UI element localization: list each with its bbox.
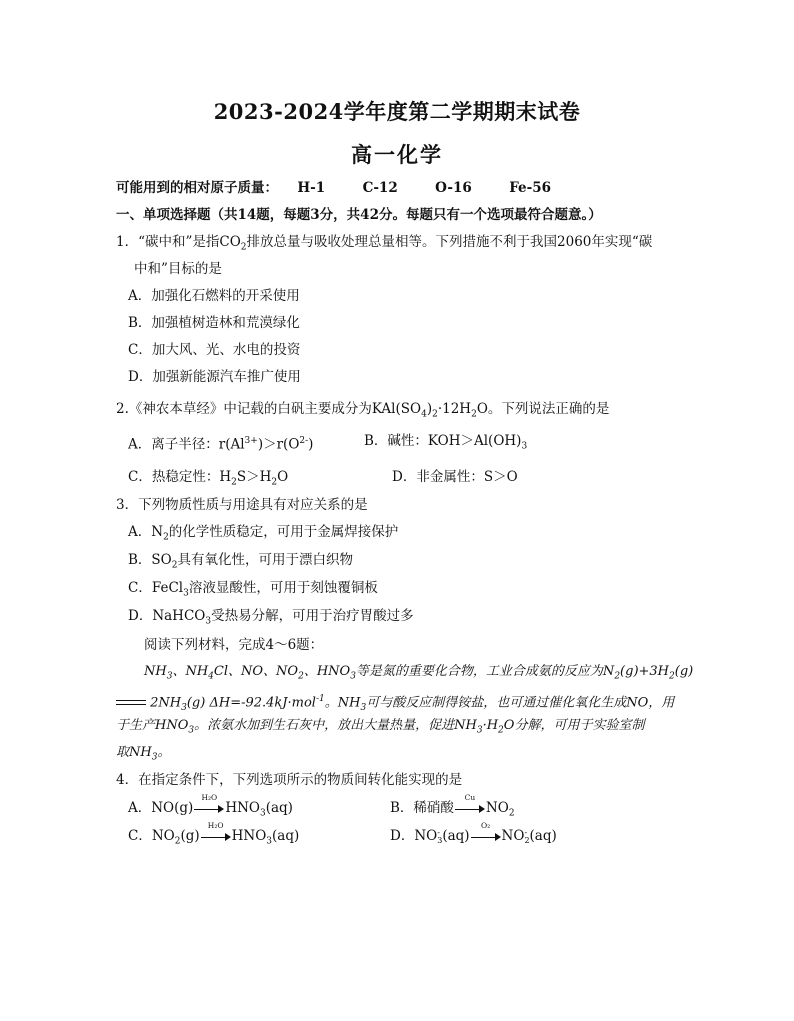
atomic-mass-fe: Fe-56 (509, 180, 552, 196)
reaction-arrow-icon: O₂ (471, 832, 501, 842)
reading-line3: 于生产$HNO_3$。浓氨水加到生石灰中，放出大量热量，促进$NH_3\cdot H_2O$分解，可用于实验室制 (116, 718, 645, 736)
q2-option-a: A．离子半径：$r(Al^{3+})>r(O^{2-})$ (128, 436, 314, 453)
atomic-mass-label: 可能用到的相对原子质量： (116, 180, 278, 196)
atomic-mass-line (116, 179, 551, 197)
q1-option-c: C．加大风、光、水电的投资 (128, 342, 301, 358)
q4-option-b: B．稀硝酸 Cu $NO_2$ (390, 792, 515, 819)
exam-title: 2023-2024学年度第二学期期末试卷 (213, 99, 581, 124)
q3-stem: 3．下列物质性质与用途具有对应关系的是 (116, 497, 368, 513)
atomic-mass-c: C-12 (362, 180, 398, 196)
q2-option-d: D．非金属性：S＞O (392, 469, 518, 485)
q3-option-b: B．$SO_2$具有氧化性，可用于漂白织物 (128, 552, 353, 571)
section-heading: 一、单项选择题（共14题，每题3分，共42分。每题只有一个选项最符合题意。） (116, 207, 602, 223)
q2-stem: 2.《神农本草经》中记载的白矾主要成分为$KAl(SO_4)_2\cdot 12H_2O$。下列说法正确的是 (116, 401, 610, 420)
q2-option-b: B．碱性：$KOH>Al(OH)_3$ (364, 433, 528, 452)
q2-option-c: C．热稳定性：$H_2S>H_2O$ (128, 469, 289, 488)
q3-option-d: D．NaHCO$_3$受热易分解，可用于治疗胃酸过多 (128, 608, 414, 627)
q4-option-d: D．NO - 3 (aq) O₂ NO - 2 (aq) (390, 820, 557, 845)
q1-option-d: D．加强新能源汽车推广使用 (128, 369, 301, 385)
reading-line2: $2NH_3(g)$ ΔH=-92.4kJ·mol$^{-1}$。$NH_3$可与酸反应制得铵盐，也可通过催化氧化生成NO，用 (116, 690, 674, 717)
atomic-mass-h: H-1 (297, 180, 326, 196)
q1-stem-line2: 中和”目标的是 (134, 261, 222, 277)
reaction-arrow-icon: H₂O (201, 832, 231, 842)
q4-option-c: C．$NO_2(g)$ H₂O $HNO_3(aq)$ (128, 820, 300, 847)
reading-line1: $NH_3$、$NH_4Cl$、NO、$NO_2$、$HNO_3$等是氮的重要化合物，工业合成氨的反应为$N_2(g)+3H_2(g)$ (144, 664, 694, 682)
atomic-mass-o: O-16 (435, 180, 472, 196)
q1-option-b: B．加强植树造林和荒漠绿化 (128, 315, 300, 331)
q3-option-c: C．FeCl$_3$溶液显酸性，可用于刻蚀覆铜板 (128, 580, 378, 599)
q1-stem-line1: 1．“碳中和”是指$CO_2$排放总量与吸收处理总量相等。下列措施不利于我国2060年实现“碳 (116, 234, 653, 253)
exam-subject: 高一化学 (351, 142, 443, 167)
reading-intro: 阅读下列材料，完成4～6题： (144, 637, 324, 653)
q3-option-a: A．$N_2$的化学性质稳定，可用于金属焊接保护 (128, 524, 399, 543)
q1-option-a: A．加强化石燃料的开采使用 (128, 288, 300, 304)
reaction-arrow-icon: Cu (455, 804, 485, 814)
reaction-arrow-icon: H₂O (194, 804, 224, 814)
equilibrium-sign (116, 699, 146, 707)
q4-option-a: A．NO(g) H₂O $HNO_3(aq)$ (128, 792, 293, 819)
q4-stem: 4．在指定条件下，下列选项所示的物质间转化能实现的是 (116, 772, 463, 788)
reading-line4: 取$NH_3$。 (116, 745, 171, 763)
